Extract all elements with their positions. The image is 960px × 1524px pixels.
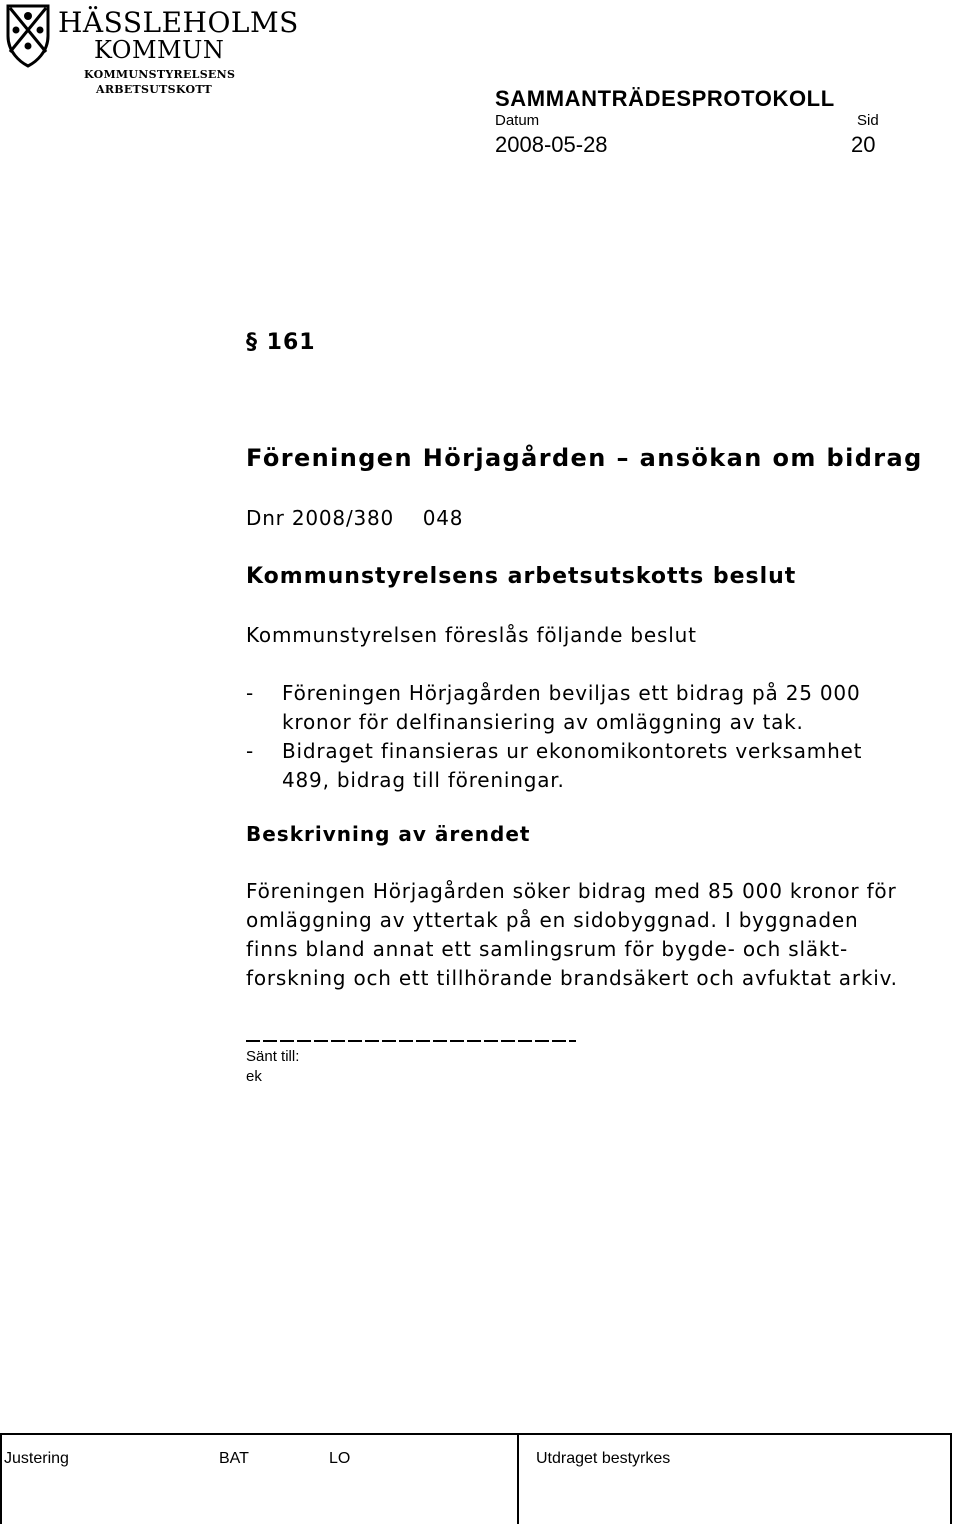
footer-justering-label: Justering [4, 1450, 69, 1467]
logo-kommun: KOMMUN [94, 36, 225, 64]
decision-item [246, 679, 960, 737]
decision-heading: Kommunstyrelsens arbetsutskotts beslut [246, 564, 797, 589]
logo-committee-line1: KOMMUNSTYRELSENS [84, 68, 236, 81]
footer-divider [950, 1433, 952, 1524]
document-type: SAMMANTRÄDESPROTOKOLL [495, 86, 835, 111]
decision-item-line: Föreningen Hörjagården beviljas ett bidrag på 25 000 [282, 681, 861, 705]
footer-certified-label: Utdraget bestyrkes [536, 1450, 671, 1467]
section-title: Föreningen Hörjagården – ansökan om bidrag [246, 444, 923, 472]
section-number: § 161 [246, 330, 316, 355]
page-number: 20 [851, 132, 876, 157]
decision-item [246, 737, 960, 795]
description-line: Föreningen Hörjagården söker bidrag med 85 000 kronor för [246, 879, 897, 903]
footer-signature-initials: BAT [219, 1450, 249, 1467]
separator-line [246, 1028, 576, 1042]
description-body [246, 877, 898, 993]
decision-item-line: 489, bidrag till föreningar. [282, 768, 565, 792]
bullet-dash: - [246, 681, 255, 705]
recipient: ek [246, 1068, 262, 1085]
decision-item-line: Bidraget finansieras ur ekonomikontorets verksamhet [282, 739, 863, 763]
decision-item-line: kronor för delfinansiering av omläggning av tak. [282, 710, 804, 734]
description-heading: Beskrivning av ärendet [246, 822, 531, 846]
description-line: finns bland annat ett samlingsrum för bygde- och släkt- [246, 937, 848, 961]
decision-intro: Kommunstyrelsen föreslås följande beslut [246, 623, 697, 647]
footer-divider [517, 1433, 519, 1524]
sent-to-label: Sänt till: [246, 1048, 300, 1065]
date-label: Datum [495, 112, 540, 129]
description-line: omläggning av yttertak på en sidobyggnad. I byggnaden [246, 908, 859, 932]
footer-divider [0, 1433, 2, 1524]
page-label: Sid [857, 112, 879, 129]
description-line: forskning och ett tillhörande brandsäkert och avfuktat arkiv. [246, 966, 898, 990]
footer-signature-initials: LO [329, 1450, 351, 1467]
municipal-coat-of-arms-icon [4, 2, 52, 68]
logo-committee-line2: ARBETSUTSKOTT [96, 83, 212, 96]
bullet-dash: - [246, 739, 255, 763]
case-number: Dnr 2008/380 048 [246, 506, 464, 530]
date-value: 2008-05-28 [495, 132, 608, 157]
logo-municipality-name: HÄSSLEHOLMS [58, 6, 299, 39]
footer-rule [0, 1433, 952, 1435]
